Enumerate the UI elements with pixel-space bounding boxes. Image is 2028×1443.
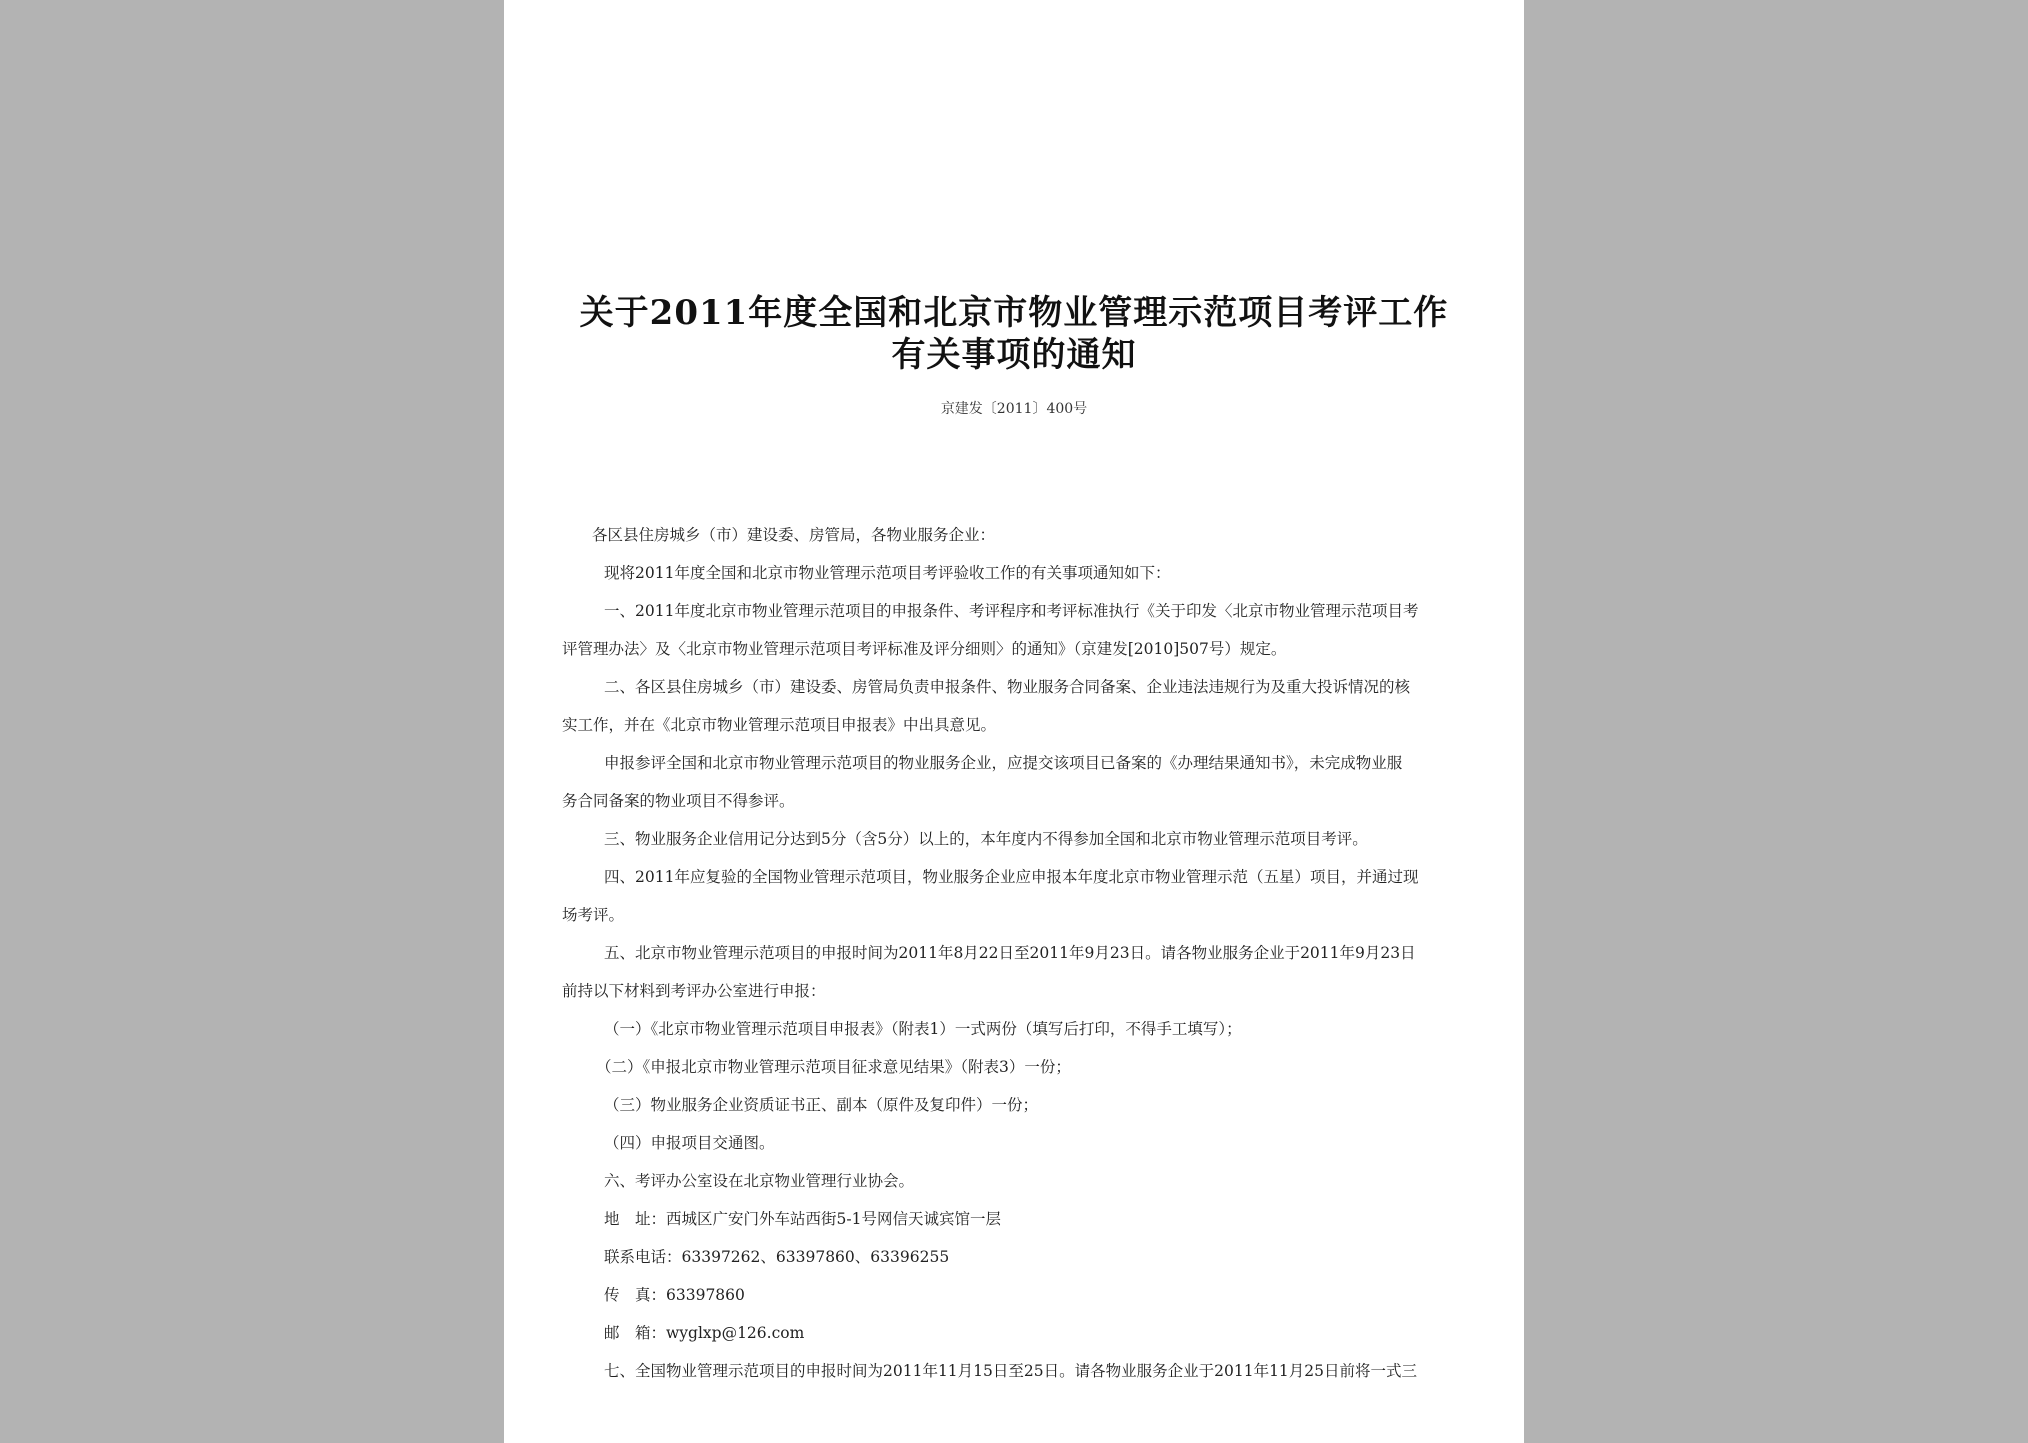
item-5-sub-4: （四）申报项目交通图。: [604, 1134, 775, 1152]
item-5-line-2: 前持以下材料到考评办公室进行申报：: [562, 982, 826, 1000]
item-5-sub-3: （三）物业服务企业资质证书正、副本（原件及复印件）一份；: [604, 1096, 1039, 1114]
item-4-line-2: 场考评。: [562, 906, 625, 924]
item-1-line-1: 一、2011年度北京市物业管理示范项目的申报条件、考评程序和考评标准执行《关于印发〈北京市物业管理示范项目考: [604, 602, 1419, 620]
contact-email: 邮 箱：wyglxp@126.com: [604, 1324, 805, 1342]
salutation: 各区县住房城乡（市）建设委、房管局，各物业服务企业：: [592, 526, 996, 544]
item-3: 三、物业服务企业信用记分达到5分（含5分）以上的，本年度内不得参加全国和北京市物业管理示范项目考评。: [604, 830, 1368, 848]
item-2-line-1: 二、各区县住房城乡（市）建设委、房管局负责申报条件、物业服务合同备案、企业违法违规行为及重大投诉情况的核: [604, 678, 1411, 696]
document-page[interactable]: [504, 0, 1524, 1443]
document-title-line-2: 有关事项的通知: [891, 335, 1137, 375]
item-1-line-2: 评管理办法〉及〈北京市物业管理示范项目考评标准及评分细则〉的通知》（京建发[2010]507号）规定。: [562, 640, 1287, 658]
document-number: 京建发〔2011〕400号: [940, 401, 1088, 417]
contact-phone: 联系电话：63397262、63397860、63396255: [604, 1248, 950, 1266]
document-title-line-1: 关于2011年度全国和北京市物业管理示范项目考评工作: [579, 293, 1449, 333]
item-5-sub-1: （一）《北京市物业管理示范项目申报表》（附表1）一式两份（填写后打印，不得手工填写）；: [604, 1020, 1242, 1038]
contact-fax: 传 真：63397860: [604, 1286, 745, 1304]
item-2-line-2: 实工作，并在《北京市物业管理示范项目申报表》中出具意见。: [562, 716, 997, 734]
item-2-para-2-line-1: 申报参评全国和北京市物业管理示范项目的物业服务企业，应提交该项目已备案的《办理结果通知书》，未完成物业服: [604, 754, 1403, 772]
item-7-line-1: 七、全国物业管理示范项目的申报时间为2011年11月15日至25日。请各物业服务企业于2011年11月25日前将一式三: [604, 1362, 1418, 1380]
intro-paragraph: 现将2011年度全国和北京市物业管理示范项目考评验收工作的有关事项通知如下：: [604, 564, 1171, 582]
contact-address: 地 址：西城区广安门外车站西街5-1号网信天诚宾馆一层: [604, 1210, 1001, 1228]
item-5-line-1: 五、北京市物业管理示范项目的申报时间为2011年8月22日至2011年9月23日。请各物业服务企业于2011年9月23日: [604, 944, 1416, 962]
item-6: 六、考评办公室设在北京物业管理行业协会。: [604, 1172, 915, 1190]
item-4-line-1: 四、2011年应复验的全国物业管理示范项目，物业服务企业应申报本年度北京市物业管理示范（五星）项目，并通过现: [604, 868, 1419, 886]
item-2-para-2-line-2: 务合同备案的物业项目不得参评。: [562, 792, 795, 810]
item-5-sub-2: （二）《申报北京市物业管理示范项目征求意见结果》（附表3）一份；: [596, 1058, 1071, 1076]
